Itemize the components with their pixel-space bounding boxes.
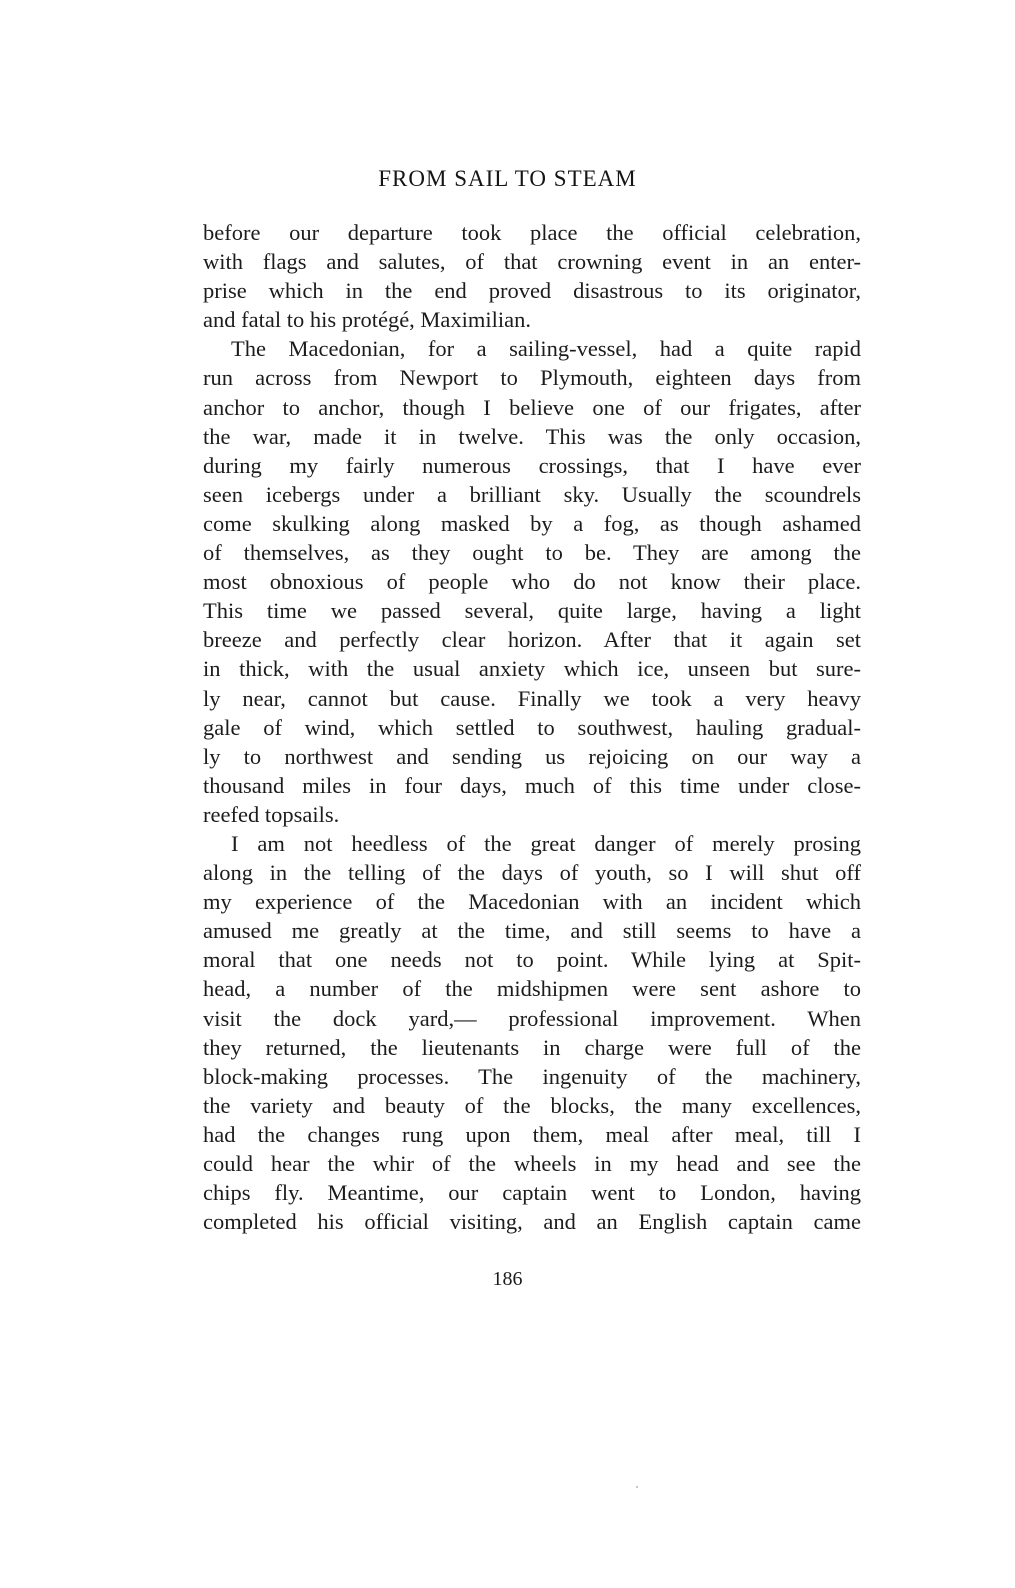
running-title: FROM SAIL TO STEAM	[378, 166, 637, 191]
text-line: block-making processes. The ingenuity of the machinery,	[203, 1063, 861, 1089]
text-line: reefed topsails.	[203, 801, 340, 827]
text-line: could hear the whir of the wheels in my head and see the	[203, 1151, 861, 1176]
text-line: moral that one needs not to point. While lying at Spit-	[203, 947, 861, 973]
text-line: prise which in the end proved disastrous to its originator,	[203, 278, 861, 304]
text-line: anchor to anchor, though I believe one of our frigates, after	[203, 394, 861, 420]
text-line: thousand miles in four days, much of this time under close-	[203, 772, 861, 798]
text-line: run across from Newport to Plymouth, eighteen days from	[203, 365, 861, 391]
text-line: breeze and perfectly clear horizon. After that it again set	[203, 627, 861, 653]
text-line: ly to northwest and sending us rejoicing on our way a	[203, 743, 861, 769]
paragraph-start-line: The Macedonian, for a sailing-vessel, had a quite rapid	[231, 336, 861, 362]
text-line: my experience of the Macedonian with an incident which	[203, 889, 861, 915]
text-line: in thick, with the usual anxiety which ice, unseen but sure-	[203, 656, 861, 682]
text-line: completed his official visiting, and an English captain came	[203, 1209, 861, 1235]
text-line: amused me greatly at the time, and still seems to have a	[203, 918, 861, 944]
text-line: most obnoxious of people who do not know their place.	[203, 569, 861, 595]
text-line: This time we passed several, quite large, having a light	[203, 598, 861, 624]
text-line: chips fly. Meantime, our captain went to London, having	[203, 1180, 861, 1206]
text-line: come skulking along masked by a fog, as though ashamed	[203, 510, 861, 536]
text-line: gale of wind, which settled to southwest, hauling gradual-	[203, 714, 861, 740]
text-line: before our departure took place the official celebration,	[203, 220, 861, 245]
text-line: the variety and beauty of the blocks, the many excellences,	[203, 1092, 861, 1118]
paragraph-start-line: I am not heedless of the great danger of merely prosing	[231, 830, 861, 856]
text-line: and fatal to his protégé, Maximilian.	[203, 307, 532, 333]
text-line: ly near, cannot but cause. Finally we took a very heavy	[203, 685, 861, 711]
text-line: head, a number of the midshipmen were sent ashore to	[203, 976, 861, 1002]
scan-speck	[636, 1486, 638, 1488]
text-line: of themselves, as they ought to be. They are among the	[203, 540, 861, 566]
text-line: with flags and salutes, of that crowning event in an enter-	[203, 249, 861, 275]
text-line: they returned, the lieutenants in charge were full of the	[203, 1034, 861, 1060]
text-line: along in the telling of the days of youth, so I will shut off	[203, 860, 861, 886]
text-line: seen icebergs under a brilliant sky. Usually the scoundrels	[203, 481, 861, 507]
text-line: visit the dock yard,— professional improvement. When	[203, 1005, 861, 1031]
page-number: 186	[492, 1268, 523, 1290]
text-line: had the changes rung upon them, meal after meal, till I	[203, 1121, 861, 1147]
body-text	[203, 218, 861, 1236]
text-line: during my fairly numerous crossings, that I have ever	[203, 452, 861, 478]
text-line: the war, made it in twelve. This was the only occasion,	[203, 423, 861, 449]
